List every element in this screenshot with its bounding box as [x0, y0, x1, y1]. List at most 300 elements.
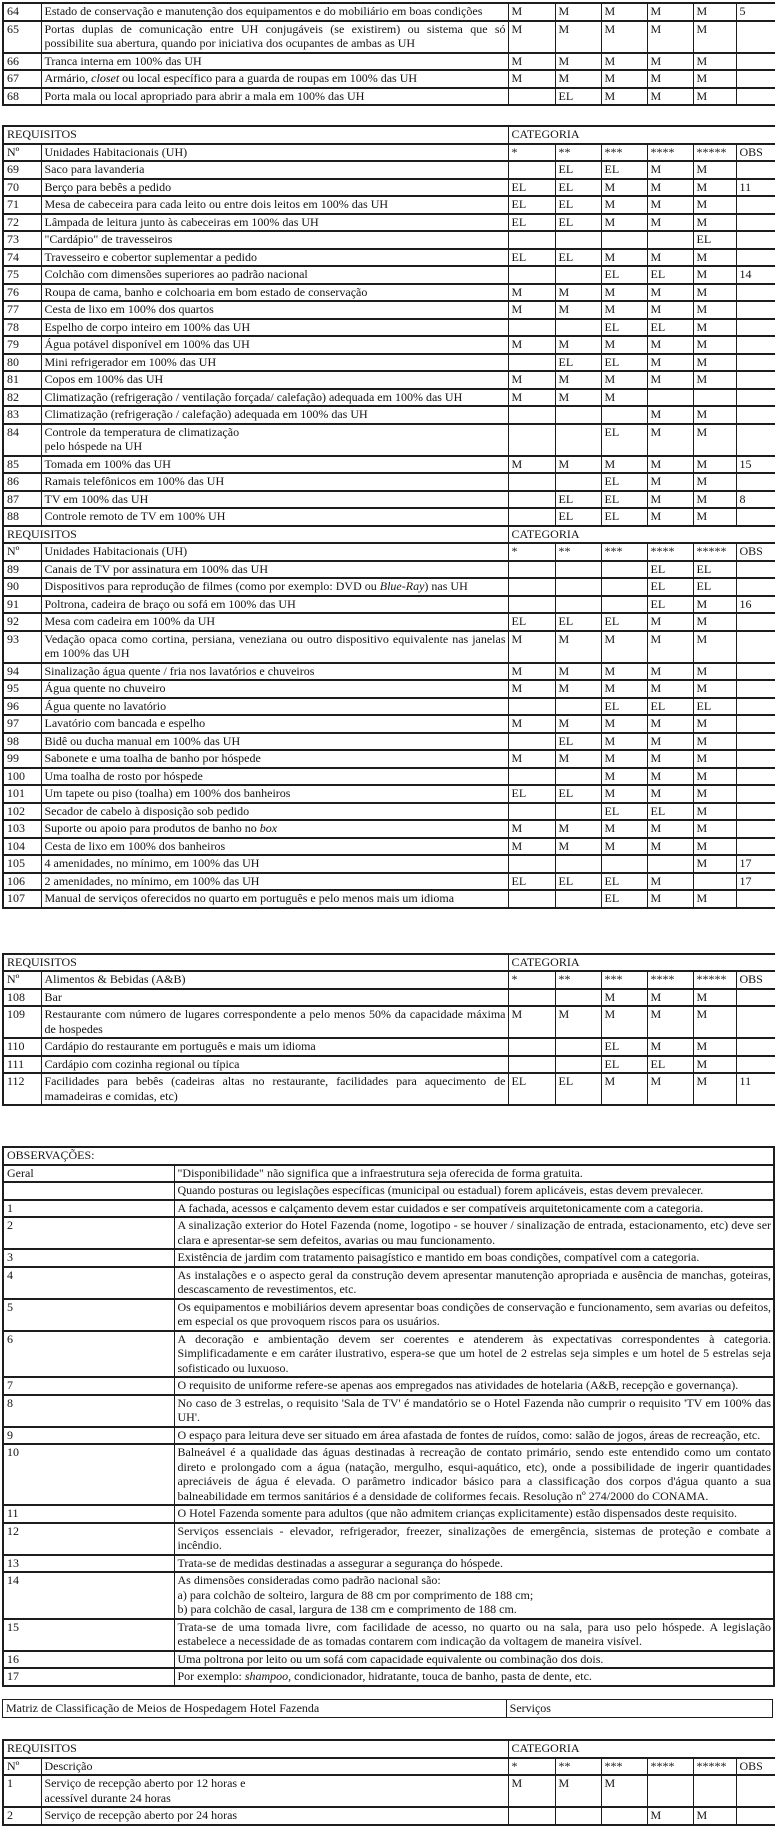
category-value: [555, 473, 601, 491]
category-value: EL: [555, 613, 601, 631]
obs-value: [736, 1056, 775, 1074]
category-value: M: [555, 631, 601, 663]
requirement-description: Suporte ou apoio para produtos de banho no box: [41, 820, 508, 838]
obs-value: 11: [736, 1073, 775, 1105]
requirement-description: Poltrona, cadeira de braço ou sofá em 100% das UH: [41, 596, 508, 614]
category-value: M: [601, 301, 647, 319]
obs-value: [736, 785, 775, 803]
category-value: M: [647, 473, 693, 491]
category-value: M: [508, 663, 555, 681]
category-value: M: [647, 406, 693, 424]
category-value: EL: [555, 179, 601, 197]
obs-value: [736, 88, 775, 106]
category-value: [555, 698, 601, 716]
category-value: M: [647, 838, 693, 856]
category-value: M: [555, 336, 601, 354]
requirements-table: [2, 125, 775, 909]
requirement-description: Ramais telefônicos em 100% das UH: [41, 473, 508, 491]
category-value: EL: [693, 231, 736, 249]
row-number: 103: [3, 820, 41, 838]
category-value: [601, 1807, 647, 1825]
row-number: 80: [3, 354, 41, 372]
row-number: 93: [3, 631, 41, 663]
category-value: M: [555, 3, 601, 21]
requirement-description: Climatização (refrigeração / ventilação forçada/ calefação) adequada em 100% das UH: [41, 389, 508, 407]
category-value: [601, 406, 647, 424]
category-value: [508, 161, 555, 179]
obs-value: [736, 631, 775, 663]
obs-value: 8: [736, 491, 775, 509]
category-value: EL: [647, 596, 693, 614]
requirement-description: Vedação opaca como cortina, persiana, veneziana ou outro dispositivo equivalente nas janelas em 100% das UH: [41, 631, 508, 663]
observation-label: 5: [3, 1299, 174, 1331]
category-value: [601, 231, 647, 249]
star-header: *****: [693, 144, 736, 162]
category-value: M: [693, 336, 736, 354]
category-value: M: [693, 1807, 736, 1825]
table-row: [3, 249, 775, 267]
obs-value: 11: [736, 179, 775, 197]
category-value: M: [555, 750, 601, 768]
category-value: M: [508, 1006, 555, 1038]
table-row: [3, 53, 775, 71]
category-value: EL: [647, 266, 693, 284]
table-row: [3, 715, 775, 733]
matriz-section: Serviços: [506, 1699, 772, 1718]
row-number: 90: [3, 578, 41, 596]
observation-label: Geral: [3, 1165, 174, 1183]
requirement-description: Tranca interna em 100% das UH: [41, 53, 508, 71]
category-value: M: [693, 1056, 736, 1074]
observation-text: A decoração e ambientação devem ser coerentes e atenderem às expectativas correspondentes à categoria. Simplificadamente e em caráter ilustrativo, espera-se que um hotel de 2 estrelas seja simples e um hotel de 5 estrelas seja sofisticado ou luxuoso.: [174, 1331, 774, 1378]
observations-title: OBSERVAÇÕES:: [3, 1147, 774, 1165]
observation-row: [3, 1165, 774, 1183]
observation-row: [3, 1427, 774, 1445]
requirement-description: Facilidades para bebês (cadeiras altas no restaurante, facilidades para aquecimento de mamadeiras e comidas, etc): [41, 1073, 508, 1105]
row-number: 108: [3, 989, 41, 1007]
category-value: EL: [555, 491, 601, 509]
category-value: EL: [508, 873, 555, 891]
table-row: [3, 663, 775, 681]
observation-row: [3, 1299, 774, 1331]
obs-value: [736, 989, 775, 1007]
category-value: M: [555, 284, 601, 302]
obs-value: [736, 613, 775, 631]
category-value: [508, 1038, 555, 1056]
obs-value: [736, 768, 775, 786]
category-value: EL: [647, 319, 693, 337]
observation-text: Os equipamentos e mobiliários devem apresentar boas condições de conservação e funcionamento, sem avarias ou defeitos, em especial os que provoquem riscos para os usuários.: [174, 1299, 774, 1331]
row-number: 69: [3, 161, 41, 179]
category-value: M: [601, 1006, 647, 1038]
category-value: EL: [601, 491, 647, 509]
category-value: M: [647, 613, 693, 631]
table-row: [3, 319, 775, 337]
obs-value: [736, 424, 775, 456]
star-header: **: [555, 1758, 601, 1776]
category-value: M: [647, 336, 693, 354]
category-value: M: [693, 371, 736, 389]
category-value: M: [555, 838, 601, 856]
observation-text: Existência de jardim com tratamento paisagístico e mantido em boas condições, compatível com a categoria.: [174, 1249, 774, 1267]
table-row: [3, 70, 775, 88]
category-value: EL: [508, 249, 555, 267]
requirement-description: Tomada em 100% das UH: [41, 456, 508, 474]
category-value: M: [601, 284, 647, 302]
category-value: EL: [508, 214, 555, 232]
table-row: [3, 389, 775, 407]
category-value: M: [693, 803, 736, 821]
observation-label: 8: [3, 1395, 174, 1427]
requirement-description: Secador de cabelo à disposição sob pedido: [41, 803, 508, 821]
star-header: *: [508, 971, 555, 989]
observation-text: As dimensões consideradas como padrão nacional são: a) para colchão de solteiro, largura de 88 cm por comprimento de 188 cm; b) para colchão de casal, largura de 138 cm e comprimento de 188 cm.: [174, 1572, 774, 1619]
requirement-description: Mesa de cabeceira para cada leito ou entre dois leitos em 100% das UH: [41, 196, 508, 214]
num-column-header: Nº: [3, 543, 41, 561]
obs-value: [736, 284, 775, 302]
star-header: *****: [693, 543, 736, 561]
table-row: [3, 354, 775, 372]
row-number: 78: [3, 319, 41, 337]
category-value: M: [693, 1038, 736, 1056]
requirement-description: Água quente no lavatório: [41, 698, 508, 716]
category-value: [508, 473, 555, 491]
obs-value: [736, 715, 775, 733]
category-value: M: [508, 301, 555, 319]
obs-value: 15: [736, 456, 775, 474]
star-header: *: [508, 1758, 555, 1776]
requirement-description: Bar: [41, 989, 508, 1007]
category-value: M: [693, 596, 736, 614]
row-number: 106: [3, 873, 41, 891]
table-row: [3, 803, 775, 821]
star-header: ****: [647, 1758, 693, 1776]
obs-value: [736, 803, 775, 821]
observation-label: 13: [3, 1555, 174, 1573]
table-row: [3, 855, 775, 873]
requirement-description: Sabonete e uma toalha de banho por hóspede: [41, 750, 508, 768]
category-value: M: [601, 179, 647, 197]
table-row: [3, 214, 775, 232]
category-value: [508, 354, 555, 372]
category-value: M: [601, 715, 647, 733]
category-value: EL: [647, 698, 693, 716]
category-value: M: [693, 855, 736, 873]
requirement-description: Cesta de lixo em 100% dos quartos: [41, 301, 508, 319]
row-number: 101: [3, 785, 41, 803]
requirement-description: Porta mala ou local apropriado para abrir a mala em 100% das UH: [41, 88, 508, 106]
row-number: 112: [3, 1073, 41, 1105]
requirement-description: Um tapete ou piso (toalha) em 100% dos banheiros: [41, 785, 508, 803]
category-value: M: [508, 3, 555, 21]
categoria-header: CATEGORIA: [508, 1740, 775, 1758]
obs-value: 17: [736, 873, 775, 891]
requirement-description: Água potável disponível em 100% das UH: [41, 336, 508, 354]
category-value: [555, 1056, 601, 1074]
table-row: [3, 424, 775, 456]
category-value: [508, 424, 555, 456]
table-row: [3, 336, 775, 354]
observation-row: [3, 1444, 774, 1505]
row-number: 81: [3, 371, 41, 389]
category-value: M: [601, 631, 647, 663]
table-row: [3, 838, 775, 856]
row-number: 75: [3, 266, 41, 284]
table-row: [3, 1038, 775, 1056]
requirement-description: Dispositivos para reprodução de filmes (como por exemplo: DVD ou Blue-Ray) nas UH: [41, 578, 508, 596]
observation-label: 9: [3, 1427, 174, 1445]
observation-text: O Hotel Fazenda somente para adultos (que não admitem crianças explicitamente) estão dispensados deste requisito.: [174, 1505, 774, 1523]
row-number: 65: [3, 21, 41, 53]
table-row: [3, 508, 775, 526]
obs-value: 16: [736, 596, 775, 614]
category-value: [555, 231, 601, 249]
requirement-description: Cardápio com cozinha regional ou típica: [41, 1056, 508, 1074]
table-row: [3, 161, 775, 179]
requirement-description: Saco para lavanderia: [41, 161, 508, 179]
obs-value: [736, 698, 775, 716]
category-value: M: [693, 3, 736, 21]
category-value: EL: [508, 179, 555, 197]
category-value: M: [693, 456, 736, 474]
obs-value: [736, 733, 775, 751]
observation-text: A sinalização exterior do Hotel Fazenda (nome, logotipo - se houver / sinalização de entrada, estacionamento, etc) deve ser clara e apresentar-se sem defeitos, avarias ou mau funcionamento.: [174, 1217, 774, 1249]
row-number: 89: [3, 561, 41, 579]
requirement-description: Restaurante com número de lugares correspondente a pelo menos 50% da capacidade máxima de hospedes: [41, 1006, 508, 1038]
category-value: M: [647, 785, 693, 803]
star-header: ***: [601, 971, 647, 989]
category-value: M: [693, 406, 736, 424]
category-value: M: [555, 1775, 601, 1807]
category-value: EL: [555, 785, 601, 803]
category-value: [508, 88, 555, 106]
observation-label: 6: [3, 1331, 174, 1378]
requirement-description: Manual de serviços oferecidos no quarto em português e pelo menos mais um idioma: [41, 890, 508, 908]
obs-value: [736, 890, 775, 908]
row-number: 70: [3, 179, 41, 197]
row-number: 71: [3, 196, 41, 214]
category-value: M: [693, 508, 736, 526]
category-value: [693, 1775, 736, 1807]
obs-value: 17: [736, 855, 775, 873]
requirement-description: TV em 100% das UH: [41, 491, 508, 509]
category-value: M: [693, 663, 736, 681]
category-value: EL: [601, 424, 647, 456]
requirement-description: Travesseiro e cobertor suplementar a pedido: [41, 249, 508, 267]
observation-row: [3, 1267, 774, 1299]
category-value: M: [647, 424, 693, 456]
category-value: [508, 989, 555, 1007]
observation-label: 12: [3, 1523, 174, 1555]
table-row: [3, 1073, 775, 1105]
row-number: 82: [3, 389, 41, 407]
category-value: M: [647, 491, 693, 509]
category-value: EL: [647, 803, 693, 821]
requirement-description: Água quente no chuveiro: [41, 680, 508, 698]
category-value: M: [555, 301, 601, 319]
category-value: M: [647, 371, 693, 389]
row-number: 91: [3, 596, 41, 614]
requirement-description: Canais de TV por assinatura em 100% das UH: [41, 561, 508, 579]
table-row: [3, 371, 775, 389]
obs-value: [736, 70, 775, 88]
observation-text: O espaço para leitura deve ser situado em área afastada de fontes de ruídos, como: salão de jogos, áreas de recreação, etc.: [174, 1427, 774, 1445]
requirement-description: Colchão com dimensões superiores ao padrão nacional: [41, 266, 508, 284]
category-value: M: [693, 473, 736, 491]
category-value: EL: [601, 698, 647, 716]
row-number: 77: [3, 301, 41, 319]
obs-value: [736, 663, 775, 681]
requirement-description: Controle da temperatura de climatização pelo hóspede na UH: [41, 424, 508, 456]
category-value: [555, 578, 601, 596]
category-value: M: [508, 838, 555, 856]
table-row: [3, 284, 775, 302]
category-value: M: [555, 389, 601, 407]
table-row: [3, 3, 775, 21]
observation-text: Quando posturas ou legislações específicas (municipal ou estadual) forem aplicáveis, estas devem prevalecer.: [174, 1182, 774, 1200]
row-number: 100: [3, 768, 41, 786]
table-row: [3, 1807, 775, 1825]
category-value: M: [647, 456, 693, 474]
table-row: [3, 179, 775, 197]
row-number: 67: [3, 70, 41, 88]
table-row: [3, 613, 775, 631]
requirement-description: Cardápio do restaurante em português e mais um idioma: [41, 1038, 508, 1056]
category-value: M: [693, 161, 736, 179]
obs-value: [736, 406, 775, 424]
category-value: M: [508, 1775, 555, 1807]
requirement-description: Mesa com cadeira em 100% da UH: [41, 613, 508, 631]
obs-value: 14: [736, 266, 775, 284]
category-value: [508, 733, 555, 751]
category-value: M: [601, 21, 647, 53]
requirement-description: Climatização (refrigeração / calefação) adequada em 100% das UH: [41, 406, 508, 424]
category-value: M: [647, 53, 693, 71]
category-value: M: [647, 249, 693, 267]
category-value: M: [647, 179, 693, 197]
obs-value: [736, 1775, 775, 1807]
category-value: M: [693, 301, 736, 319]
category-value: M: [647, 1807, 693, 1825]
category-value: [555, 803, 601, 821]
category-value: M: [508, 750, 555, 768]
observation-row: [3, 1377, 774, 1395]
category-value: M: [601, 70, 647, 88]
obs-value: [736, 161, 775, 179]
matriz-classification-bar: [2, 1699, 775, 1719]
section-header: Unidades Habitacionais (UH): [41, 543, 508, 561]
category-value: M: [647, 284, 693, 302]
category-value: [601, 855, 647, 873]
category-value: M: [601, 53, 647, 71]
requirement-description: Berço para bebês a pedido: [41, 179, 508, 197]
categoria-header: CATEGORIA: [508, 526, 775, 544]
observation-row: [3, 1572, 774, 1619]
observation-row: [3, 1395, 774, 1427]
category-value: EL: [555, 88, 601, 106]
category-value: [508, 319, 555, 337]
category-value: M: [647, 214, 693, 232]
category-value: M: [693, 733, 736, 751]
row-number: 76: [3, 284, 41, 302]
category-value: [508, 266, 555, 284]
category-value: M: [508, 371, 555, 389]
category-value: M: [647, 663, 693, 681]
obs-value: [736, 389, 775, 407]
category-value: [601, 561, 647, 579]
requirement-description: Lavatório com bancada e espelho: [41, 715, 508, 733]
obs-value: [736, 750, 775, 768]
category-value: M: [647, 631, 693, 663]
category-value: [693, 389, 736, 407]
obs-value: [736, 196, 775, 214]
star-header: *****: [693, 971, 736, 989]
category-value: M: [601, 456, 647, 474]
category-value: [508, 508, 555, 526]
row-number: 110: [3, 1038, 41, 1056]
table-row: [3, 456, 775, 474]
category-value: M: [555, 456, 601, 474]
category-value: M: [508, 680, 555, 698]
category-value: M: [693, 284, 736, 302]
section-header: Alimentos & Bebidas (A&B): [41, 971, 508, 989]
row-number: 111: [3, 1056, 41, 1074]
category-value: EL: [647, 1056, 693, 1074]
category-value: EL: [601, 890, 647, 908]
category-value: M: [693, 890, 736, 908]
category-value: [647, 231, 693, 249]
row-number: 99: [3, 750, 41, 768]
category-value: M: [601, 88, 647, 106]
category-value: [508, 596, 555, 614]
category-value: M: [601, 196, 647, 214]
requisitos-header: REQUISITOS: [3, 126, 508, 144]
category-value: M: [693, 319, 736, 337]
requirement-description: Lâmpada de leitura junto às cabeceiras em 100% das UH: [41, 214, 508, 232]
category-value: EL: [647, 561, 693, 579]
category-value: M: [508, 715, 555, 733]
star-header: ****: [647, 971, 693, 989]
category-value: [693, 873, 736, 891]
category-value: M: [647, 161, 693, 179]
category-value: [508, 231, 555, 249]
table-row: [3, 785, 775, 803]
category-value: EL: [555, 873, 601, 891]
observation-label: 14: [3, 1572, 174, 1619]
category-value: M: [508, 456, 555, 474]
category-value: M: [647, 3, 693, 21]
row-number: 96: [3, 698, 41, 716]
star-header: **: [555, 144, 601, 162]
observation-text: Trata-se de medidas destinadas a assegurar a segurança do hóspede.: [174, 1555, 774, 1573]
category-value: M: [693, 354, 736, 372]
observation-label: 10: [3, 1444, 174, 1505]
star-header: ***: [601, 1758, 647, 1776]
obs-value: [736, 336, 775, 354]
category-value: M: [693, 989, 736, 1007]
table-row: [3, 698, 775, 716]
category-value: M: [555, 21, 601, 53]
requirement-description: Roupa de cama, banho e colchoaria em bom estado de conservação: [41, 284, 508, 302]
requisitos-header: REQUISITOS: [3, 526, 508, 544]
category-value: M: [647, 354, 693, 372]
obs-value: [736, 231, 775, 249]
obs-value: [736, 561, 775, 579]
table-row: [3, 578, 775, 596]
star-header: ****: [647, 543, 693, 561]
category-value: M: [601, 214, 647, 232]
obs-value: [736, 319, 775, 337]
